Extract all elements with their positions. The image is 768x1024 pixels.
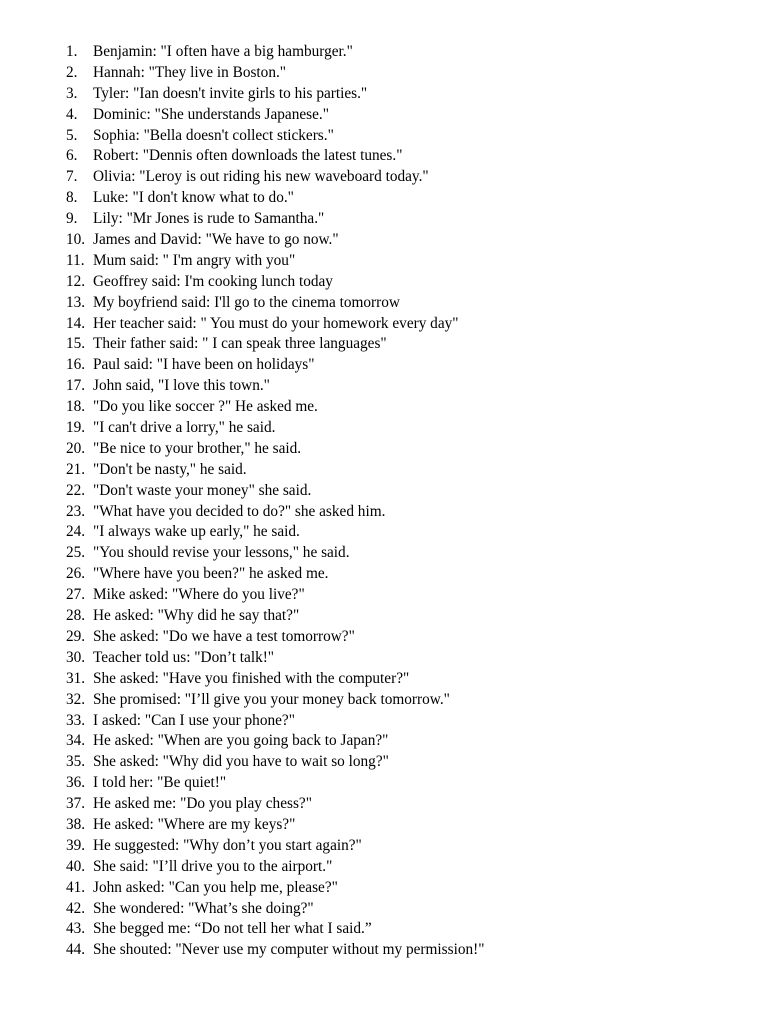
item-number: 32.	[66, 690, 86, 708]
item-text: Her teacher said: " You must do your homework every day"	[93, 314, 459, 332]
item-number: 44.	[66, 941, 86, 959]
sentence-item	[66, 857, 484, 878]
item-number: 21.	[66, 460, 86, 478]
sentence-item	[66, 648, 484, 669]
sentence-list	[66, 42, 484, 961]
item-text: He asked me: "Do you play chess?"	[93, 795, 312, 813]
item-text: "Do you like soccer ?" He asked me.	[93, 398, 318, 416]
sentence-item	[66, 481, 484, 502]
item-number: 18.	[66, 398, 86, 416]
item-text: Teacher told us: "Don’t talk!"	[93, 648, 275, 666]
sentence-item	[66, 460, 484, 481]
item-text: Paul said: "I have been on holidays"	[93, 356, 315, 374]
item-text: She asked: "Do we have a test tomorrow?"	[93, 627, 355, 645]
item-number: 40.	[66, 857, 86, 875]
item-number: 24.	[66, 523, 86, 541]
item-number: 12.	[66, 272, 86, 290]
item-number: 11.	[66, 251, 85, 269]
item-text: She shouted: "Never use my computer without my permission!"	[93, 941, 485, 959]
item-number: 19.	[66, 419, 86, 437]
sentence-item	[66, 42, 484, 63]
item-text: "You should revise your lessons," he said.	[93, 544, 350, 562]
item-text: I asked: "Can I use your phone?"	[93, 711, 295, 729]
item-number: 16.	[66, 356, 86, 374]
sentence-item	[66, 355, 484, 376]
item-number: 6.	[66, 147, 78, 165]
item-number: 33.	[66, 711, 86, 729]
item-text: Benjamin: "I often have a big hamburger."	[93, 43, 353, 60]
item-text: Tyler: "Ian doesn't invite girls to his parties."	[93, 84, 368, 102]
sentence-item	[66, 690, 484, 711]
item-text: She promised: "I’ll give you your money back tomorrow."	[93, 690, 450, 708]
item-text: He asked: "When are you going back to Japan?"	[93, 732, 389, 750]
sentence-item	[66, 794, 484, 815]
sentence-item	[66, 146, 484, 167]
sentence-item	[66, 919, 484, 940]
item-text: "Don't be nasty," he said.	[93, 460, 247, 478]
item-number: 28.	[66, 607, 86, 625]
item-text: Lily: "Mr Jones is rude to Samantha."	[93, 210, 325, 228]
sentence-item	[66, 627, 484, 648]
item-text: "Don't waste your money" she said.	[93, 481, 312, 499]
item-number: 4.	[66, 105, 78, 123]
item-number: 20.	[66, 439, 86, 457]
sentence-item	[66, 167, 484, 188]
sentence-item	[66, 63, 484, 84]
sentence-item	[66, 397, 484, 418]
item-text: I told her: "Be quiet!"	[93, 774, 227, 792]
sentence-item	[66, 543, 484, 564]
item-number: 9.	[66, 210, 78, 228]
item-number: 38.	[66, 815, 86, 833]
sentence-item	[66, 418, 484, 439]
sentence-item	[66, 502, 484, 523]
item-number: 13.	[66, 293, 86, 311]
item-number: 29.	[66, 627, 86, 645]
sentence-item	[66, 293, 484, 314]
item-text: John asked: "Can you help me, please?"	[93, 878, 338, 896]
sentence-item	[66, 314, 484, 335]
item-text: Olivia: "Leroy is out riding his new waveboard today."	[93, 168, 429, 186]
item-number: 23.	[66, 502, 86, 520]
sentence-item	[66, 376, 484, 397]
item-text: "I always wake up early," he said.	[93, 523, 300, 541]
item-number: 43.	[66, 920, 86, 938]
sentence-item	[66, 836, 484, 857]
item-number: 5.	[66, 126, 78, 144]
item-number: 25.	[66, 544, 86, 562]
item-number: 26.	[66, 565, 86, 583]
item-number: 36.	[66, 774, 86, 792]
sentence-item	[66, 126, 484, 147]
item-number: 42.	[66, 899, 86, 917]
item-text: Sophia: "Bella doesn't collect stickers."	[93, 126, 334, 144]
item-number: 22.	[66, 481, 86, 499]
item-text: She begged me: “Do not tell her what I said.”	[93, 920, 372, 938]
sentence-item	[66, 815, 484, 836]
item-text: She asked: "Why did you have to wait so long?"	[93, 753, 389, 771]
item-number: 37.	[66, 795, 86, 813]
item-number: 7.	[66, 168, 78, 186]
item-text: He asked: "Where are my keys?"	[93, 815, 296, 833]
item-number: 30.	[66, 648, 86, 666]
sentence-item	[66, 209, 484, 230]
item-text: Dominic: "She understands Japanese."	[93, 105, 329, 123]
item-text: "I can't drive a lorry," he said.	[93, 419, 276, 437]
sentence-item	[66, 773, 484, 794]
item-text: She wondered: "What’s she doing?"	[93, 899, 314, 917]
sentence-item	[66, 564, 484, 585]
item-number: 2.	[66, 63, 78, 81]
item-number: 17.	[66, 377, 86, 395]
item-text: She asked: "Have you finished with the computer?"	[93, 669, 410, 687]
item-number: 3.	[66, 84, 78, 102]
sentence-item	[66, 585, 484, 606]
item-number: 27.	[66, 586, 86, 604]
item-text: Luke: "I don't know what to do."	[93, 189, 294, 207]
item-number: 1.	[66, 43, 78, 60]
item-number: 39.	[66, 836, 86, 854]
sentence-item	[66, 188, 484, 209]
item-text: Mike asked: "Where do you live?"	[93, 586, 305, 604]
item-text: Hannah: "They live in Boston."	[93, 63, 287, 81]
item-text: "Be nice to your brother," he said.	[93, 439, 302, 457]
item-number: 35.	[66, 753, 86, 771]
sentence-item	[66, 899, 484, 920]
item-number: 34.	[66, 732, 86, 750]
sentence-item	[66, 752, 484, 773]
sentence-item	[66, 711, 484, 732]
item-number: 10.	[66, 231, 86, 249]
sentence-item	[66, 669, 484, 690]
item-text: "Where have you been?" he asked me.	[93, 565, 329, 583]
sentence-item	[66, 731, 484, 752]
sentence-item	[66, 522, 484, 543]
item-number: 31.	[66, 669, 86, 687]
sentence-item	[66, 84, 484, 105]
item-number: 8.	[66, 189, 78, 207]
item-text: Geoffrey said: I'm cooking lunch today	[93, 272, 333, 290]
item-number: 41.	[66, 878, 86, 896]
sentence-item	[66, 439, 484, 460]
sentence-item	[66, 940, 484, 961]
item-text: Robert: "Dennis often downloads the latest tunes."	[93, 147, 403, 165]
sentence-item	[66, 606, 484, 627]
sentence-item	[66, 334, 484, 355]
sentence-item	[66, 251, 484, 272]
item-text: She said: "I’ll drive you to the airport."	[93, 857, 333, 875]
item-text: My boyfriend said: I'll go to the cinema tomorrow	[93, 293, 400, 311]
item-text: John said, "I love this town."	[93, 377, 270, 395]
item-text: "What have you decided to do?" she asked him.	[93, 502, 386, 520]
sentence-item	[66, 230, 484, 251]
item-number: 15.	[66, 335, 86, 353]
item-text: He asked: "Why did he say that?"	[93, 607, 300, 625]
sentence-item	[66, 878, 484, 899]
item-text: He suggested: "Why don’t you start again?"	[93, 836, 362, 854]
item-text: Their father said: " I can speak three languages"	[93, 335, 387, 353]
item-text: Mum said: " I'm angry with you"	[93, 251, 296, 269]
sentence-item	[66, 272, 484, 293]
item-number: 14.	[66, 314, 86, 332]
sentence-item	[66, 105, 484, 126]
item-text: James and David: "We have to go now."	[93, 231, 339, 249]
